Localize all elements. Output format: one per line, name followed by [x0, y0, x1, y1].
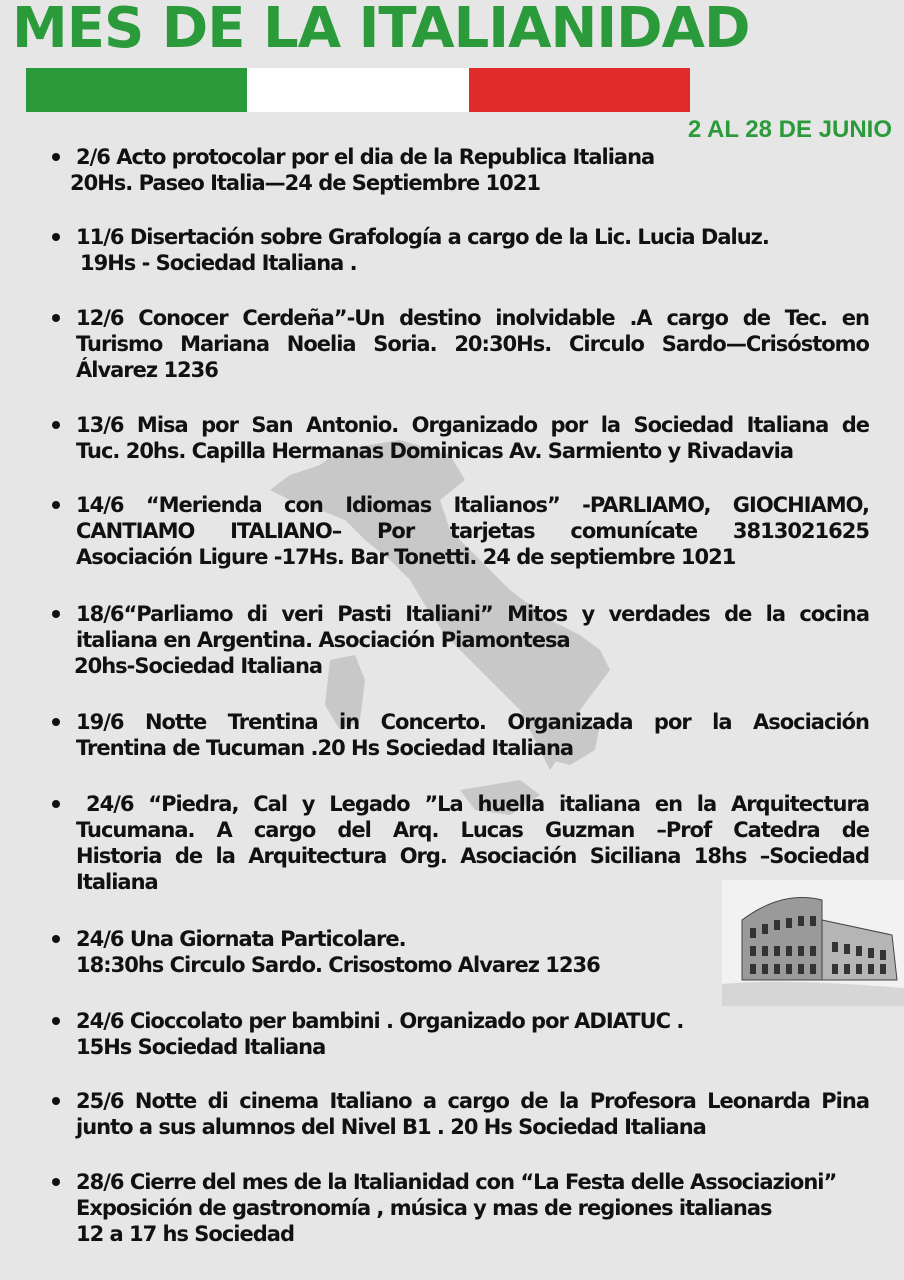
event-line: Turismo Mariana Noelia Soria. 20:30Hs. Circulo Sardo—Crisóstomo [76, 332, 869, 356]
event-line: Álvarez 1236 [76, 358, 218, 382]
event-line: 12/6 Conocer Cerdeña”-Un destino inolvidable .A cargo de Tec. en [76, 306, 869, 330]
event-line: junto a sus alumnos del Nivel B1 . 20 Hs Sociedad Italiana [76, 1115, 706, 1139]
flag-white-stripe [247, 68, 468, 112]
event-item [76, 224, 869, 276]
event-line: 19Hs - Sociedad Italiana . [80, 251, 357, 275]
event-line: Trentina de Tucuman .20 Hs Sociedad Italiana [76, 736, 574, 760]
event-line: 13/6 Misa por San Antonio. Organizado por la Sociedad Italiana de [76, 413, 869, 437]
event-item [76, 709, 869, 761]
event-line: 24/6 “Piedra, Cal y Legado ”La huella italiana en la Arquitectura [86, 792, 869, 816]
event-line: 18:30hs Circulo Sardo. Crisostomo Alvarez 1236 [76, 953, 600, 977]
event-item [76, 1008, 869, 1060]
event-line: 2/6 Acto protocolar por el dia de la Republica Italiana [76, 145, 655, 169]
event-item [70, 144, 869, 196]
event-line: 11/6 Disertación sobre Grafología a cargo de la Lic. Lucia Daluz. [76, 225, 769, 249]
event-item [76, 305, 869, 383]
event-line: Exposición de gastronomía , música y mas de regiones italianas [76, 1196, 772, 1220]
event-item [76, 791, 869, 895]
event-line: 14/6 “Merienda con Idiomas Italianos” -PARLIAMO, GIOCHIAMO, [76, 493, 869, 517]
date-range: 2 AL 28 DE JUNIO [687, 116, 892, 143]
event-item [76, 492, 869, 570]
event-item [76, 601, 869, 679]
event-line: 18/6“Parliamo di veri Pasti Italiani” Mitos y verdades de la cocina [76, 602, 869, 626]
event-item [76, 926, 869, 978]
event-line: 19/6 Notte Trentina in Concerto. Organizada por la Asociación [76, 710, 869, 734]
event-line: Tucumana. A cargo del Arq. Lucas Guzman –Prof Catedra de [76, 818, 869, 842]
event-line: 15Hs Sociedad Italiana [76, 1035, 326, 1059]
flag-red-stripe [469, 68, 690, 112]
event-line: italiana en Argentina. Asociación Piamontesa [76, 628, 570, 652]
italian-flag [26, 68, 690, 112]
event-line: Tuc. 20hs. Capilla Hermanas Dominicas Av. Sarmiento y Rivadavia [76, 439, 793, 463]
event-line: 12 a 17 hs Sociedad [76, 1222, 294, 1246]
event-item [76, 412, 869, 464]
event-line: 20Hs. Paseo Italia—24 de Septiembre 1021 [70, 171, 540, 195]
event-line: 28/6 Cierre del mes de la Italianidad con “La Festa delle Associazioni” [76, 1170, 837, 1194]
event-line: 25/6 Notte di cinema Italiano a cargo de la Profesora Leonarda Pina [76, 1089, 869, 1113]
event-line: 24/6 Una Giornata Particolare. [76, 927, 406, 951]
event-item [76, 1169, 869, 1247]
event-line: CANTIAMO ITALIANO– Por tarjetas comunícate 3813021625 [76, 519, 869, 543]
event-line: Historia de la Arquitectura Org. Asociación Siciliana 18hs –Sociedad [76, 844, 869, 868]
event-line: Italiana [76, 870, 158, 894]
event-line: Asociación Ligure -17Hs. Bar Tonetti. 24 de septiembre 1021 [76, 545, 736, 569]
event-item [76, 1088, 869, 1140]
flag-green-stripe [26, 68, 247, 112]
page-title: MES DE LA ITALIANIDAD [12, 0, 750, 61]
event-line: 24/6 Cioccolato per bambini . Organizado por ADIATUC . [76, 1009, 684, 1033]
event-line: 20hs-Sociedad Italiana [74, 654, 323, 678]
